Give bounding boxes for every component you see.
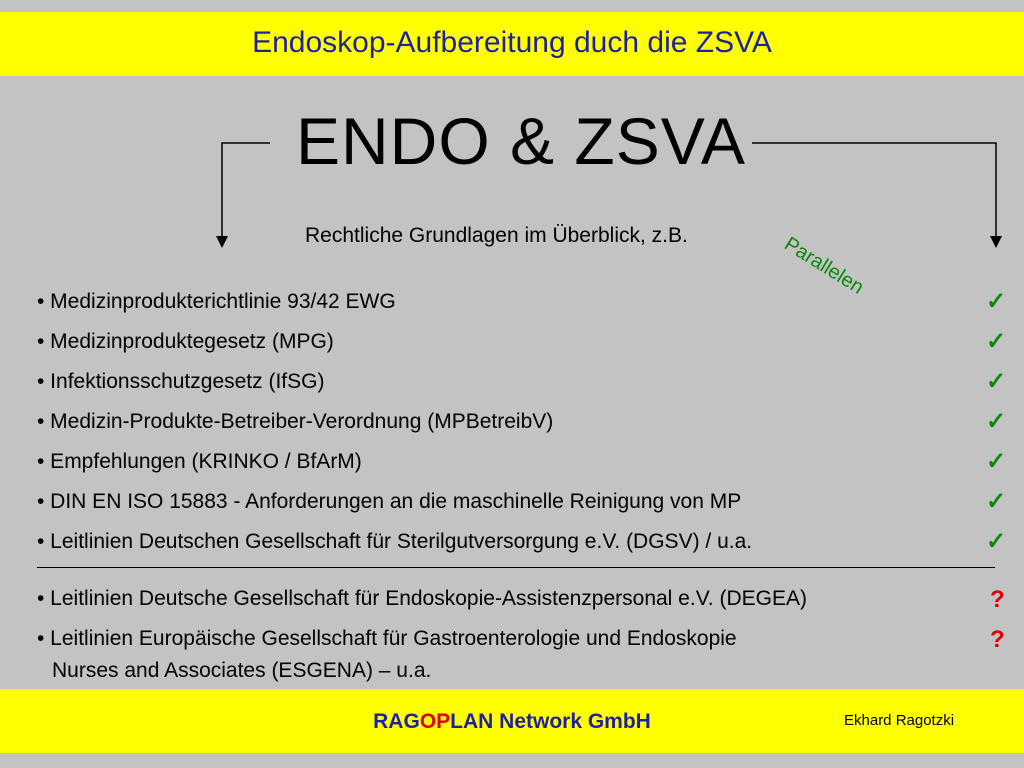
- list-item: • Leitlinien Deutschen Gesellschaft für Sterilgutversorgung e.V. (DGSV) / u.a.: [37, 530, 753, 553]
- check-icon: ✓: [986, 528, 1007, 555]
- list-item: • Leitlinien Deutsche Gesellschaft für Endoskopie-Assistenzpersonal e.V. (DEGEA): [37, 587, 807, 610]
- list-item: • Medizin-Produkte-Betreiber-Verordnung (MPBetreibV): [37, 410, 554, 433]
- right-arrowhead: [990, 236, 1002, 248]
- list-item: • Infektionsschutzgesetz (IfSG): [37, 370, 325, 393]
- main-title: ENDO & ZSVA: [296, 104, 746, 178]
- list-item: • Medizinproduktegesetz (MPG): [37, 330, 334, 353]
- subtitle: Rechtliche Grundlagen im Überblick, z.B.: [305, 224, 688, 247]
- check-icon: ✓: [986, 408, 1007, 435]
- left-arrowhead: [216, 236, 228, 248]
- check-icon: ✓: [986, 488, 1007, 515]
- list-item: • DIN EN ISO 15883 - Anforderungen an die maschinelle Reinigung von MP: [37, 490, 742, 513]
- author-name: Ekhard Ragotzki: [844, 712, 955, 729]
- check-icon: ✓: [986, 328, 1007, 355]
- right-bracket-line: [752, 143, 996, 238]
- slide-header-title: Endoskop-Aufbereitung duch die ZSVA: [252, 26, 772, 59]
- company-name-highlight: OP: [419, 710, 451, 733]
- check-icon: ✓: [986, 368, 1007, 395]
- parallelen-label: Parallelen: [780, 233, 868, 299]
- list-item: • Leitlinien Europäische Gesellschaft für Gastroenterologie und Endoskopie: [37, 627, 737, 650]
- list-item: • Medizinprodukterichtlinie 93/42 EWG: [37, 290, 396, 313]
- check-icon: ✓: [986, 288, 1007, 315]
- list-item: • Empfehlungen (KRINKO / BfArM): [37, 450, 362, 473]
- company-name-part: LAN Network GmbH: [450, 710, 651, 733]
- divider: [37, 567, 995, 568]
- list-item-continuation: Nurses and Associates (ESGENA) – u.a.: [52, 659, 432, 682]
- company-name-part: RAG: [373, 710, 420, 733]
- left-bracket-line: [222, 143, 270, 238]
- check-icon: ✓: [986, 448, 1007, 475]
- question-icon: ?: [990, 586, 1005, 613]
- question-icon: ?: [990, 626, 1005, 653]
